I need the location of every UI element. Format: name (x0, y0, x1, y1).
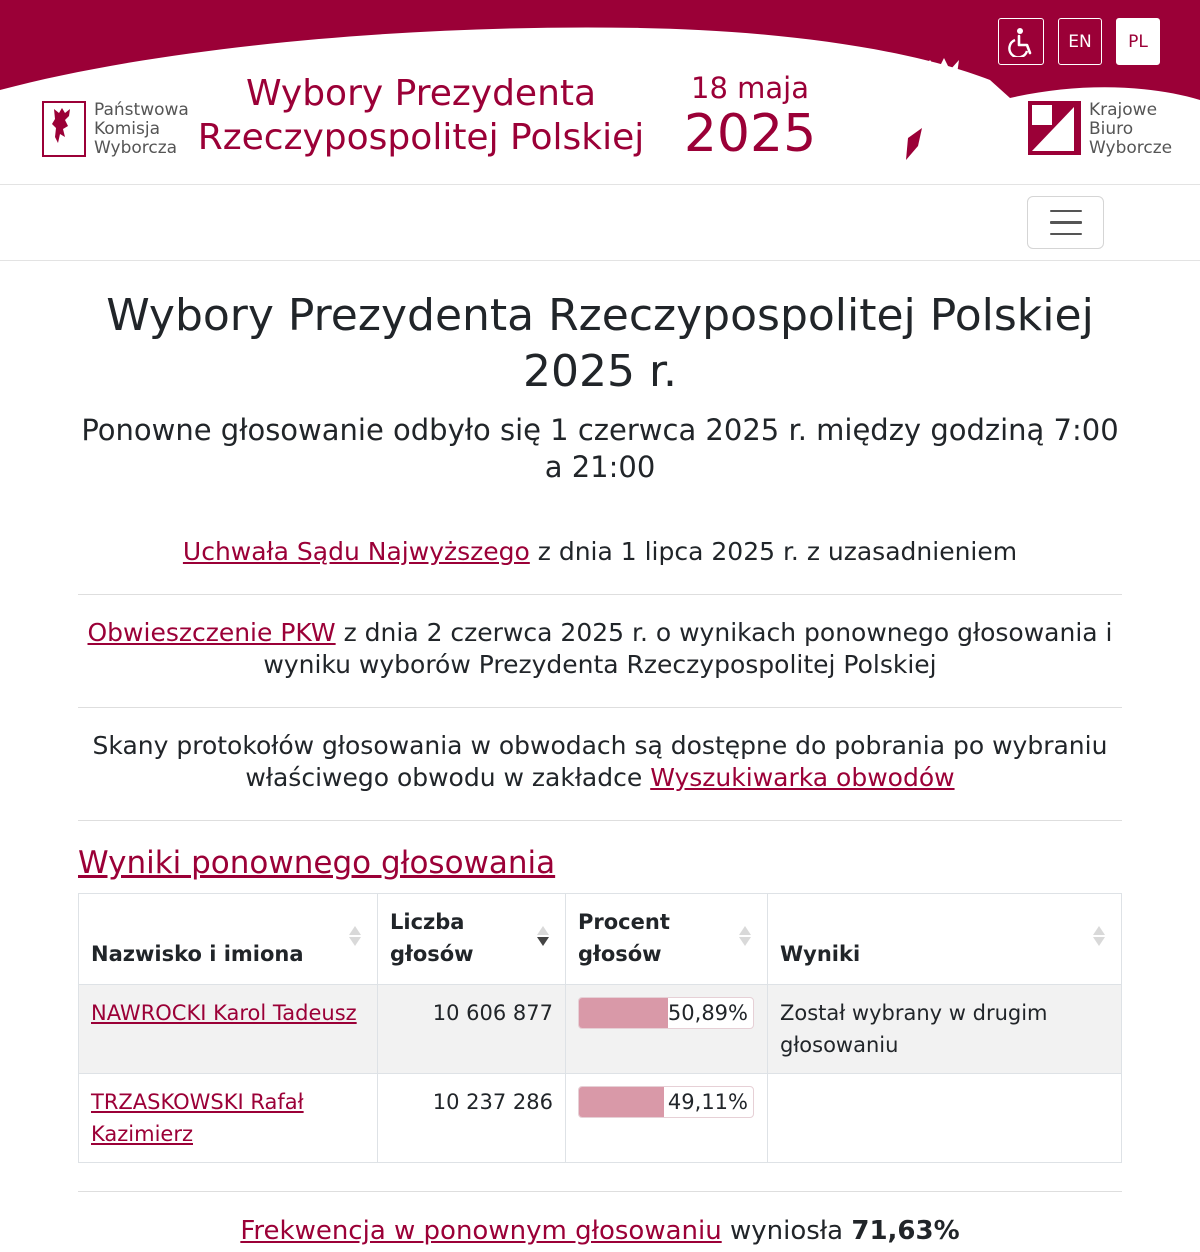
wheelchair-icon (1007, 27, 1035, 57)
column-header-label: Liczba głosów (390, 910, 474, 966)
percent-label: 50,89% (667, 1001, 748, 1025)
percent-label: 49,11% (667, 1090, 748, 1114)
page-subtitle: Ponowne głosowanie odbyło się 1 czerwca 2025 r. między godziną 7:00 a 21:00 (81, 413, 1119, 484)
divider (78, 1191, 1122, 1192)
header-title-line: Rzeczypospolitej Polskiej (197, 117, 645, 158)
candidate-cell (79, 985, 378, 1074)
turnout-info (78, 1214, 1122, 1248)
table-row (79, 1074, 1122, 1163)
kbw-logo-line: Wyborcze (1089, 138, 1173, 158)
sort-icon (537, 926, 549, 946)
pkw-logo-line: Wyborcza (94, 138, 178, 158)
percent-bar (578, 1086, 754, 1118)
divider (78, 707, 1122, 708)
resolution-text: z dnia 1 lipca 2025 r. z uzasadnieniem (529, 537, 1018, 566)
announcement-text: z dnia 2 czerwca 2025 r. o wynikach ponownego głosowania i wyniku wyborów Prezydenta Rzeczypospolitej Polskiej (263, 618, 1113, 679)
main-content (78, 288, 1122, 1248)
announcement-info (78, 617, 1122, 681)
announcement-link[interactable]: Obwieszczenie PKW (87, 618, 336, 647)
column-header-results[interactable] (768, 894, 1122, 985)
kbw-logo[interactable] (1028, 101, 1172, 158)
language-en-button[interactable]: EN (1058, 18, 1102, 65)
percent-bar-fill (579, 998, 668, 1028)
page-title-line: Wybory Prezydenta Rzeczypospolitej Polskiej (106, 290, 1094, 341)
header-title-line: Wybory Prezydenta (245, 73, 597, 114)
kbw-emblem-icon (1028, 101, 1081, 155)
eagle-emblem-icon (900, 54, 1000, 172)
percent-cell (566, 985, 768, 1074)
sort-icon (1093, 926, 1105, 946)
kbw-logo-line: Biuro (1089, 119, 1134, 139)
turnout-link[interactable]: Frekwencja w ponownym głosowaniu (240, 1216, 722, 1246)
election-date (680, 70, 820, 162)
scans-text: Skany protokołów głosowania w obwodach są dostępne do pobrania po wybraniu właściwego obwodu w zakładce (92, 731, 1108, 792)
divider (78, 820, 1122, 821)
hamburger-icon (1050, 221, 1082, 224)
candidate-link[interactable]: NAWROCKI Karol Tadeusz (91, 1001, 357, 1025)
sort-icon (739, 926, 751, 946)
page-title (78, 288, 1122, 400)
result-cell: Został wybrany w drugim głosowaniu (768, 985, 1122, 1074)
pkw-logo-line: Państwowa (94, 100, 189, 120)
turnout-text: wyniosła (721, 1216, 852, 1246)
divider (78, 594, 1122, 595)
votes-cell: 10 606 877 (378, 985, 566, 1074)
column-header-label: Wyniki (780, 942, 861, 966)
election-date-day: 18 maja (691, 71, 809, 105)
hamburger-icon (1050, 233, 1082, 236)
language-bar (998, 18, 1160, 65)
navbar (0, 185, 1200, 261)
candidate-cell (79, 1074, 378, 1163)
sort-icon (349, 926, 361, 946)
pkw-logo-line: Komisja (94, 119, 160, 139)
pkw-logo[interactable] (42, 101, 189, 158)
result-cell (768, 1074, 1122, 1163)
station-search-link[interactable]: Wyszukiwarka obwodów (650, 763, 955, 792)
votes-cell: 10 237 286 (378, 1074, 566, 1163)
resolution-link[interactable]: Uchwała Sądu Najwyższego (182, 537, 530, 566)
page-title-line: 2025 r. (523, 346, 677, 397)
results-heading-link[interactable]: Wyniki ponownego głosowania (78, 845, 556, 881)
pkw-emblem-icon (42, 101, 86, 157)
column-header-label: Nazwisko i imiona (91, 942, 304, 966)
turnout-value: 71,63% (851, 1216, 960, 1246)
percent-cell (566, 1074, 768, 1163)
table-header-row (79, 894, 1122, 985)
site-header (0, 0, 1200, 185)
election-date-year: 2025 (683, 104, 817, 164)
kbw-logo-line: Krajowe (1089, 100, 1158, 120)
percent-bar (578, 997, 754, 1029)
results-table (78, 893, 1122, 1163)
hamburger-icon (1050, 210, 1082, 213)
menu-toggle-button[interactable] (1027, 196, 1104, 249)
percent-bar-fill (579, 1087, 664, 1117)
header-title (196, 72, 646, 160)
table-row (79, 985, 1122, 1074)
language-pl-button[interactable]: PL (1116, 18, 1160, 65)
candidate-link[interactable]: TRZASKOWSKI Rafał Kazimierz (91, 1090, 304, 1146)
column-header-percent[interactable] (566, 894, 768, 985)
accessibility-button[interactable] (998, 18, 1044, 65)
resolution-info (78, 536, 1122, 568)
column-header-votes[interactable] (378, 894, 566, 985)
column-header-label: Procent głosów (578, 910, 670, 966)
scans-info (78, 730, 1122, 794)
column-header-name[interactable] (79, 894, 378, 985)
